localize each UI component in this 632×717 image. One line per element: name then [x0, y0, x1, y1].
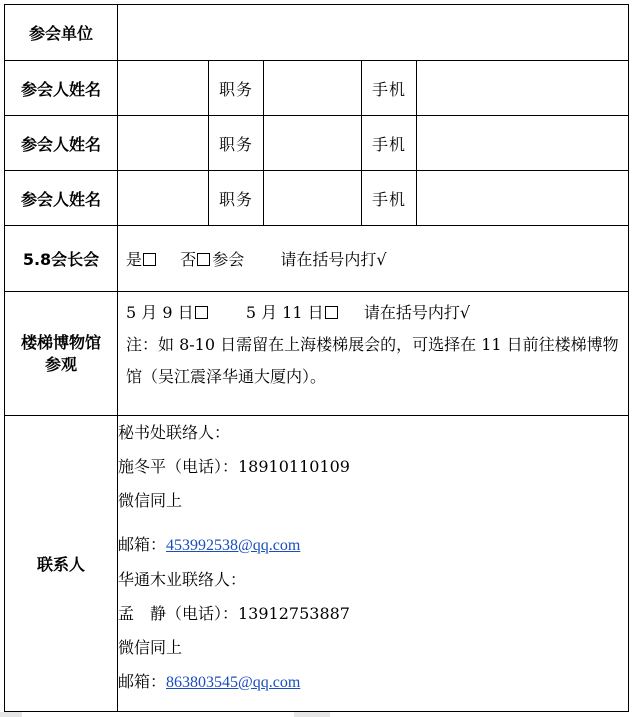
secretariat-title: 秘书处联络人： [118, 423, 231, 442]
attendee-name-field[interactable] [118, 116, 209, 171]
attendee-name-field[interactable] [118, 61, 209, 116]
attendee-row [5, 61, 629, 116]
attendee-position-label: 职务 [209, 116, 264, 171]
attendee-mobile-label: 手机 [362, 116, 417, 171]
museum-content [118, 292, 629, 416]
contact-label: 联系人 [5, 416, 118, 712]
secretariat-wechat: 微信同上 [118, 491, 183, 510]
museum-note: 注：如 8-10 日需留在上海楼梯展会的，可选择在 11 日前往楼梯博物馆（吴江震泽华通大厦内）。 [126, 335, 619, 386]
meeting-no-label: 否 [180, 250, 197, 269]
meeting-attend-label: 参会 [212, 250, 245, 269]
attendee-position-field[interactable] [264, 116, 362, 171]
museum-options [118, 297, 628, 329]
attendee-row [5, 116, 629, 171]
contact-row [5, 416, 629, 712]
secretariat-email-line [118, 528, 628, 563]
attendee-position-field[interactable] [264, 61, 362, 116]
attendee-position-label: 职务 [209, 61, 264, 116]
company-contact-title: 华通木业联络人： [118, 570, 247, 589]
museum-instruction: 请在括号内打√ [363, 303, 471, 322]
meeting-no-checkbox[interactable] [197, 253, 210, 266]
attendee-name-label: 参会人姓名 [5, 116, 118, 171]
company-contact-phone: 孟 静（电话）：13912753887 [118, 604, 350, 623]
museum-row [5, 292, 629, 416]
attendee-name-field[interactable] [118, 171, 209, 226]
company-email-label: 邮箱： [118, 672, 167, 691]
museum-may9-checkbox[interactable] [195, 306, 208, 319]
museum-option-may11: 5 月 11 日 [245, 303, 324, 322]
museum-label-line1: 楼梯博物馆 [20, 332, 101, 352]
attendee-name-label: 参会人姓名 [5, 61, 118, 116]
attendee-position-label: 职务 [209, 171, 264, 226]
secretariat-phone: 施冬平（电话）：18910110109 [118, 457, 350, 476]
unit-row [5, 5, 629, 61]
meeting-options [118, 226, 629, 292]
meeting-yes-label: 是 [126, 250, 143, 269]
meeting-yes-checkbox[interactable] [143, 253, 156, 266]
contact-content [118, 416, 629, 712]
page-edge-mark [0, 712, 22, 717]
attendee-name-label: 参会人姓名 [5, 171, 118, 226]
attendee-position-field[interactable] [264, 171, 362, 226]
attendee-mobile-label: 手机 [362, 171, 417, 226]
unit-label: 参会单位 [5, 5, 118, 61]
company-email-line [118, 665, 628, 700]
museum-label [5, 292, 118, 416]
attendee-mobile-field[interactable] [417, 171, 629, 226]
meeting-label: 5.8会长会 [5, 226, 118, 292]
meeting-row [5, 226, 629, 292]
meeting-instruction: 请在括号内打√ [280, 250, 387, 269]
attendee-row [5, 171, 629, 226]
company-contact-wechat: 微信同上 [118, 638, 183, 657]
attendee-mobile-label: 手机 [362, 61, 417, 116]
unit-field[interactable] [118, 5, 629, 61]
company-email-link[interactable]: 863803545@qq.com [166, 674, 301, 691]
museum-may11-checkbox[interactable] [325, 306, 338, 319]
attendee-mobile-field[interactable] [417, 116, 629, 171]
museum-label-line2: 参观 [44, 354, 77, 374]
museum-option-may9: 5 月 9 日 [126, 303, 194, 322]
registration-form-table [4, 4, 629, 712]
secretariat-email-label: 邮箱： [118, 535, 167, 554]
secretariat-email-link[interactable]: 453992538@qq.com [166, 537, 301, 554]
page-edge-mark [294, 712, 330, 717]
attendee-mobile-field[interactable] [417, 61, 629, 116]
